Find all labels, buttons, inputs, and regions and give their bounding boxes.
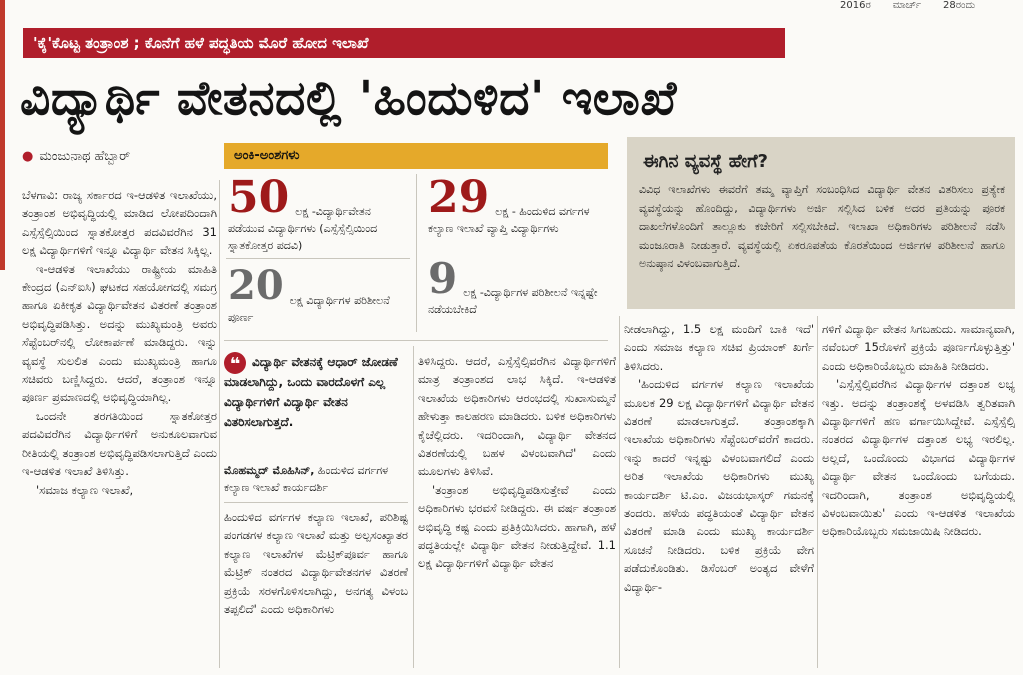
fact-item	[428, 176, 608, 246]
fact-text: - ಹಿಂದುಳಿದ ವರ್ಗಗಳ ಕಲ್ಯಾಣ ಇಲಾಖೆ ವ್ಯಾಪ್ತಿ ವಿದ್ಯಾರ್ಥಿಗಳು	[428, 205, 590, 235]
section-divider	[224, 340, 608, 341]
quote-author: ಮೊಹಮ್ಮದ್ ಮೊಹಿಸಿನ್,	[224, 464, 315, 477]
byline-author: ಮಂಜುನಾಥ ಹೆಬ್ಬಾರ್	[39, 149, 131, 164]
article-column-4	[624, 320, 814, 668]
facts-heading: ಅಂಕಿ-ಅಂಶಗಳು	[224, 143, 608, 169]
fact-text: ವಿದ್ಯಾರ್ಥಿಗಳ ಪರಿಶೀಲನೆ ಪೂರ್ಣ	[228, 294, 390, 324]
info-box-body: ವಿವಿಧ ಇಲಾಖೆಗಳು ಈವರೆಗೆ ತಮ್ಮ ವ್ಯಾಪ್ತಿಗೆ ಸಂಬಂಧಿಸಿದ ವಿದ್ಯಾರ್ಥಿ ವೇತನ ವಿತರಿಸಲು ಪ್ರತ್ಯೇಕ ವ್ಯವಸ್ಥೆಯನ್ನು ಹೊಂದಿದ್ದು, ವಿದ್ಯಾರ್ಥಿಗಳು ಅರ್ಜಿ ಸಲ್ಲಿಸಿದ ಬಳಿಕ ಅದರ ಪ್ರತಿಯನ್ನು ಪೂರಕ ದಾಖಲೆಗಳೊಂದಿಗೆ ತಾಲ್ಲೂಕು ಕಚೇರಿಗೆ ಸಲ್ಲಿಸಬೇಕಿದೆ. ಇಲಾಖಾ ಅಧಿಕಾರಿಗಳು ಪರಿಶೀಲನೆ ನಡೆಸಿ ಮಂಜೂರಾತಿ ನೀಡುತ್ತಾರೆ. ವ್ಯವಸ್ಥೆಯಲ್ಲಿ ಏಕರೂಪತೆಯ ಕೊರತೆಯಿಂದ ಅರ್ಜಿಗಳ ಪರಿಶೀಲನೆ ಹಾಗೂ ಅನುಷ್ಠಾನ ವಿಳಂಬವಾಗುತ್ತಿದೆ.	[639, 183, 1005, 271]
pull-quote	[224, 350, 408, 500]
quote-attribution	[224, 462, 408, 496]
dateline	[840, 0, 1023, 10]
paragraph: 'ತಂತ್ರಾಂಶ ಅಭಿವೃದ್ಧಿಪಡಿಸುತ್ತೇವೆ ಎಂದು ಅಧಿಕಾರಿಗಳು ಭರವಸೆ ನೀಡಿದ್ದರು. ಈ ವರ್ಷ ತಂತ್ರಾಂಶ ಅಭಿವೃದ್ಧಿ ಕಷ್ಟ ಎಂದು ಪ್ರತಿಕ್ರಿಯಿಸಿದರು. ಹಾಗಾಗಿ, ಹಳೆ ಪದ್ಧತಿಯಲ್ಲೇ ವಿದ್ಯಾರ್ಥಿ ವೇತನ ನೀಡುತ್ತಿದ್ದೇವೆ. 1.1 ಲಕ್ಷ ವಿದ್ಯಾರ್ಥಿಗಳಿಗೆ ವಿದ್ಯಾರ್ಥಿ ವೇತನ	[418, 482, 616, 571]
fact-number: 9	[428, 258, 458, 303]
fact-number: 29	[428, 176, 490, 223]
dateline-day: 28ರಂದು	[943, 0, 976, 11]
quote-icon: ❝	[224, 352, 246, 374]
fact-text: -ವಿದ್ಯಾರ್ಥಿವೇತನ ಪಡೆಯುವ ವಿದ್ಯಾರ್ಥಿಗಳು (ಎಸ್ಸೆಸ್ಸೆಲ್ಸಿಯಿಂದ ಸ್ನಾತಕೋತ್ತರ ಪದವಿ)	[228, 205, 378, 252]
headline: ವಿದ್ಯಾರ್ಥಿ ವೇತನದಲ್ಲಿ 'ಹಿಂದುಳಿದ' ಇಲಾಖೆ	[20, 71, 677, 126]
article-column-3	[418, 352, 616, 668]
paragraph: ಒಂದನೇ ತರಗತಿಯಿಂದ ಸ್ನಾತಕೋತ್ತರ ಪದವಿವರೆಗಿನ ವಿದ್ಯಾರ್ಥಿಗಳಿಗೆ ಅನುಕೂಲವಾಗುವ ರೀತಿಯಲ್ಲಿ ತಂತ್ರಾಂಶ ಅಭಿವೃದ್ಧಿಪಡಿಸಲಾಗುತ್ತಿದೆ ಎಂದು ಇ-ಆಡಳಿತ ಇಲಾಖೆ ತಿಳಿಸಿತ್ತು.	[22, 408, 217, 479]
paragraph: 'ಹಿಂದುಳಿದ ವರ್ಗಗಳ ಕಲ್ಯಾಣ ಇಲಾಖೆಯ ಮೂಲಕ 29 ಲಕ್ಷ ವಿದ್ಯಾರ್ಥಿಗಳಿಗೆ ವಿದ್ಯಾರ್ಥಿ ವೇತನ ವಿತರಣೆ ಮಾಡಲಾಗುತ್ತದೆ. ತಂತ್ರಾಂಶಕ್ಕಾಗಿ ಇಲಾಖೆಯ ಅಧಿಕಾರಿಗಳು ಸೆಪ್ಟೆಂಬರ್‌ವರೆಗೆ ಕಾದರು. ಇನ್ನು ಕಾದರೆ ಇನ್ನಷ್ಟು ವಿಳಂಬವಾಗಲಿದೆ ಎಂದು ಅರಿತ ಇಲಾಖೆಯ ಅಧಿಕಾರಿಗಳು ಮುಖ್ಯ ಕಾರ್ಯದರ್ಶಿ ಟಿ.ಎಂ. ವಿಜಯಭಾಸ್ಕರ್ ಗಮನಕ್ಕೆ ತಂದರು. ಹಳೆಯ ಪದ್ಧತಿಯಂತೆ ವಿದ್ಯಾರ್ಥಿ ವೇತನ ವಿತರಣೆ ಮಾಡಿ ಎಂದು ಮುಖ್ಯ ಕಾರ್ಯದರ್ಶಿ ಸೂಚನೆ ನೀಡಿದರು. ಬಳಿಕ ಪ್ರಕ್ರಿಯೆ ವೇಗ ಪಡೆದುಕೊಂಡಿತು. ಡಿಸೆಂಬರ್ ಅಂತ್ಯದ ವೇಳೆಗೆ ವಿದ್ಯಾರ್ಥಿ-	[624, 377, 814, 594]
quote-text: ವಿದ್ಯಾರ್ಥಿ ವೇತನಕ್ಕೆ ಆಧಾರ್ ಜೋಡಣೆ ಮಾಡಲಾಗಿದ್ದು, ಒಂದು ವಾರದೊಳಗೆ ಎಲ್ಲ ವಿದ್ಯಾರ್ಥಿಗಳಿಗೆ ವಿದ್ಯಾರ್ಥಿ ವೇತನ ವಿತರಿಸಲಾಗುತ್ತದೆ.	[224, 355, 398, 429]
column-divider	[619, 316, 620, 668]
paragraph: ಇ-ಆಡಳಿತ ಇಲಾಖೆಯು ರಾಷ್ಟ್ರೀಯ ಮಾಹಿತಿ ಕೇಂದ್ರದ (ಎನ್‌ಐಸಿ) ಘಟಕದ ಸಹಯೋಗದಲ್ಲಿ ಸಮಗ್ರ ಹಾಗೂ ಏಕೀಕೃತ ವಿದ್ಯಾರ್ಥಿವೇತನ ವಿತರಣೆ ತಂತ್ರಾಂಶ ಅಭಿವೃದ್ಧಿಪಡಿಸಿತ್ತು. ಅದನ್ನು ಮುಖ್ಯಮಂತ್ರಿ ಅವರು ಸೆಪ್ಟೆಂಬರ್‌ನಲ್ಲಿ ಲೋಕಾರ್ಪಣೆ ಮಾಡಿದ್ದರು. ಇನ್ನು ವ್ಯವಸ್ಥೆ ಸುಲಲಿತ ಎಂದು ಮುಖ್ಯಮಂತ್ರಿ ಹಾಗೂ ಸಚಿವರು ಬಣ್ಣಿಸಿದ್ದರು. ಆದರೆ, ತಂತ್ರಾಂಶ ಇನ್ನೂ ಪೂರ್ಣ ಪ್ರಮಾಣದಲ್ಲಿ ಅಭಿವೃದ್ಧಿಯಾಗಿಲ್ಲ.	[22, 261, 217, 405]
fact-number: 50	[228, 176, 290, 223]
fact-text: -ವಿದ್ಯಾರ್ಥಿಗಳ ಪರಿಶೀಲನೆ ಇನ್ನಷ್ಟೇ ನಡೆಯಬೇಕಿದೆ	[428, 286, 598, 316]
paragraph: 'ಎಸ್ಸೆಸ್ಸೆಲ್ಸಿವರೆಗಿನ ವಿದ್ಯಾರ್ಥಿಗಳ ದತ್ತಾಂಶ ಲಭ್ಯ ಇತ್ತು. ಅದನ್ನು ತಂತ್ರಾಂಶಕ್ಕೆ ಅಳವಡಿಸಿ ತ್ವರಿತವಾಗಿ ವಿದ್ಯಾರ್ಥಿಗಳಿಗೆ ಹಣ ವರ್ಗಾಯಿಸಿದ್ದೇವೆ. ಎಸ್ಸೆಸ್ಸೆಲ್ಸಿ ನಂತರದ ವಿದ್ಯಾರ್ಥಿಗಳ ದತ್ತಾಂಶ ಲಭ್ಯ ಇರಲಿಲ್ಲ. ಅಲ್ಲದೆ, ಒಂದೊಂದು ವಿಭಾಗದ ವಿದ್ಯಾರ್ಥಿಗಳ ವಿದ್ಯಾರ್ಥಿ ವೇತನ ಒಂದೊಂದು ಬಗೆಯದು. ಇದರಿಂದಾಗಿ, ತಂತ್ರಾಂಶ ಅಭಿವೃದ್ಧಿಯಲ್ಲಿ ವಿಳಂಬವಾಯಿತು' ಎಂದು ಇ-ಆಡಳಿತ ಇಲಾಖೆಯ ಅಧಿಕಾರಿಯೊಬ್ಬರು ಸಮಜಾಯಿಷಿ ನೀಡಿದರು.	[822, 377, 1015, 539]
section-divider	[224, 502, 408, 503]
fact-item	[228, 176, 410, 256]
article-column-5	[822, 320, 1015, 668]
fact-unit: ಲಕ್ಷ	[289, 294, 303, 307]
article-column-1	[22, 186, 217, 666]
bullet-icon: ●	[22, 149, 34, 164]
paragraph: ಗಳಿಗೆ ವಿದ್ಯಾರ್ಥಿ ವೇತನ ಸಿಗಬಹುದು. ಸಾಮಾನ್ಯವಾಗಿ, ನವೆಂಬರ್ 15ರೊಳಗೆ ಪ್ರಕ್ರಿಯೆ ಪೂರ್ಣಗೊಳ್ಳುತ್ತಿತ್ತು' ಎಂದು ಅಧಿಕಾರಿಯೊಬ್ಬರು ಮಾಹಿತಿ ನೀಡಿದರು.	[822, 322, 1015, 373]
fact-unit: ಲಕ್ಷ	[463, 286, 477, 299]
info-box-title: ಈಗಿನ ವ್ಯವಸ್ಥೆ ಹೇಗೆ?	[643, 151, 768, 172]
dateline-month: ಮಾರ್ಚ್	[892, 0, 922, 11]
paragraph: ನೀಡಲಾಗಿದ್ದು, 1.5 ಲಕ್ಷ ಮಂದಿಗೆ ಬಾಕಿ ಇದೆ' ಎಂದು ಸಮಾಜ ಕಲ್ಯಾಣ ಸಚಿವ ಪ್ರಿಯಾಂಕ್ ಖರ್ಗೆ ತಿಳಿಸಿದರು.	[624, 322, 814, 373]
column-divider	[413, 346, 414, 668]
kicker-banner: 'ಕೈ'ಕೊಟ್ಟ ತಂತ್ರಾಂಶ ; ಕೊನೆಗೆ ಹಳೆ ಪದ್ಧತಿಯ ಮೊರೆ ಹೋದ ಇಲಾಖೆ	[23, 28, 785, 58]
info-box	[627, 137, 1015, 309]
paragraph: ಬೆಳಗಾವಿ: ರಾಜ್ಯ ಸರ್ಕಾರದ ಇ-ಆಡಳಿತ ಇಲಾಖೆಯು, ತಂತ್ರಾಂಶ ಅಭಿವೃದ್ಧಿಯಲ್ಲಿ ಮಾಡಿದ ಲೋಪದಿಂದಾಗಿ ಎಸ್ಸೆಸ್ಸೆಲ್ಸಿಯಿಂದ ಸ್ನಾತಕೋತ್ತರ ಪದವಿವರೆಗಿನ 31 ಲಕ್ಷ ವಿದ್ಯಾರ್ಥಿಗಳಿಗೆ ಇನ್ನೂ ವಿದ್ಯಾರ್ಥಿ ವೇತನ ಸಿಕ್ಕಿಲ್ಲ.	[22, 188, 217, 258]
fact-item	[428, 258, 608, 328]
paragraph: 'ಸಮಾಜ ಕಲ್ಯಾಣ ಇಲಾಖೆ,	[36, 482, 134, 497]
column-divider	[219, 180, 220, 668]
dateline-year: 2016ರ	[840, 0, 871, 11]
column-divider	[817, 316, 818, 668]
paragraph: ತಿಳಿಸಿದ್ದರು. ಆದರೆ, ಎಸ್ಸೆಸ್ಸೆಲ್ಸಿವರೆಗಿನ ವಿದ್ಯಾರ್ಥಿಗಳಿಗೆ ಮಾತ್ರ ತಂತ್ರಾಂಶದ ಲಾಭ ಸಿಕ್ಕಿದೆ. ಇ-ಆಡಳಿತ ಇಲಾಖೆಯ ಅಧಿಕಾರಿಗಳು ಆರಂಭದಲ್ಲಿ ಸುಖಾಸುಮ್ಮನೆ ಹೇಳುತ್ತಾ ಕಾಲಹರಣ ಮಾಡಿದರು. ಬಳಿಕ ಅಧಿಕಾರಿಗಳು ಕೈಚೆಲ್ಲಿದರು. ಇದರಿಂದಾಗಿ, ವಿದ್ಯಾರ್ಥಿ ವೇತನದ ವಿತರಣೆಯಲ್ಲಿ ಬಹಳ ವಿಳಂಬವಾಗಿದೆ' ಎಂದು ಮೂಲಗಳು ತಿಳಿಸಿವೆ.	[418, 354, 616, 479]
edge-color-strip	[0, 0, 5, 270]
fact-unit: ಲಕ್ಷ	[495, 205, 509, 218]
quote-role: ಹಿಂದುಳಿದ ವರ್ಗಗಳ ಕಲ್ಯಾಣ ಇಲಾಖೆ ಕಾರ್ಯದರ್ಶಿ	[224, 464, 389, 494]
fact-unit: ಲಕ್ಷ	[295, 205, 309, 218]
fact-item	[228, 266, 410, 332]
facts-divider	[226, 258, 410, 259]
facts-divider	[416, 174, 417, 332]
article-column-2: ಹಿಂದುಳಿದ ವರ್ಗಗಳ ಕಲ್ಯಾಣ ಇಲಾಖೆ, ಪರಿಶಿಷ್ಟ ಪಂಗಡಗಳ ಕಲ್ಯಾಣ ಇಲಾಖೆ ಮತ್ತು ಅಲ್ಪಸಂಖ್ಯಾತರ ಕಲ್ಯಾಣ ಇಲಾಖೆಗಳ ಮೆಟ್ರಿಕ್‌ಪೂರ್ವ ಹಾಗೂ ಮೆಟ್ರಿಕ್ ನಂತರದ ವಿದ್ಯಾರ್ಥಿವೇತನಗಳ ವಿತರಣೆ ಪ್ರಕ್ರಿಯೆ ಸರಳಗೊಳಿಸಲಾಗಿದ್ದು, ಅನಗತ್ಯ ವಿಳಂಬ ತಪ್ಪಲಿದೆ' ಎಂದು ಅಧಿಕಾರಿಗಳು	[224, 510, 408, 617]
byline	[22, 146, 222, 168]
fact-number: 20	[228, 266, 284, 309]
